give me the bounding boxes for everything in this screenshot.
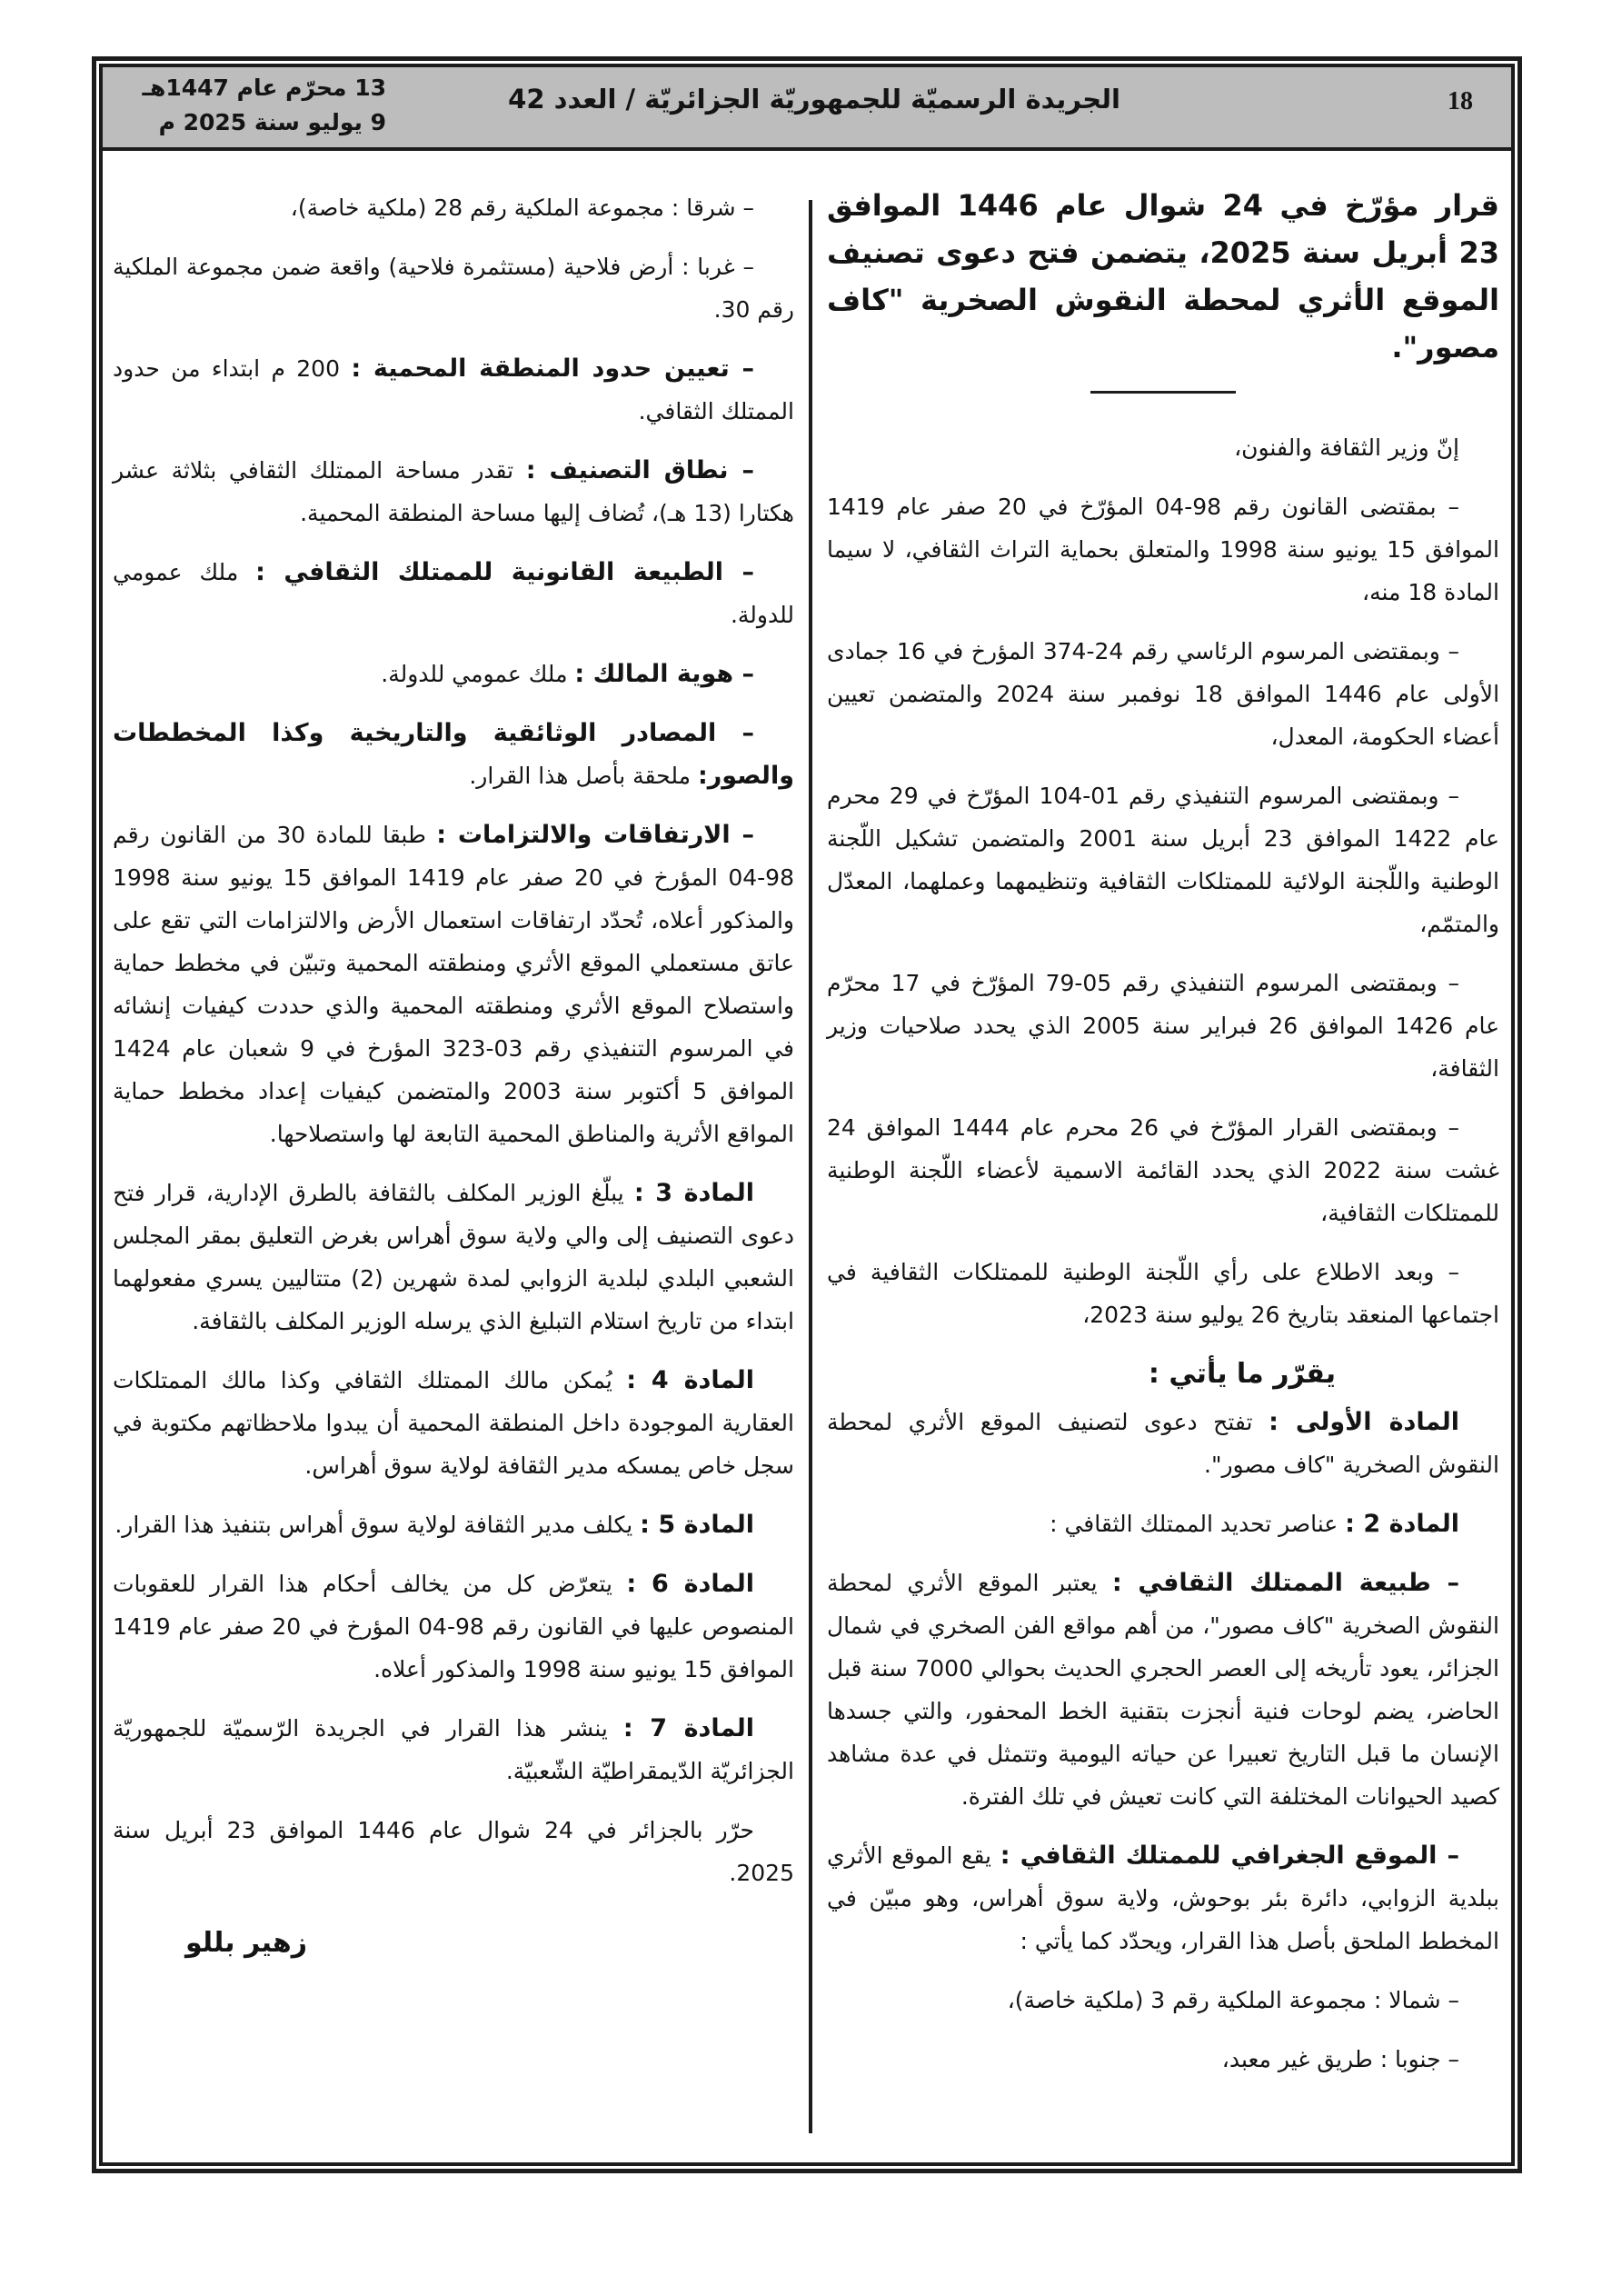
- decides-heading: يقرّر ما يأتي :: [1148, 1358, 1336, 1390]
- item-label: – الارتفاقات والالتزامات :: [436, 821, 754, 849]
- gazette-header: [103, 67, 1511, 151]
- item-text: ملك عمومي للدولة.: [381, 661, 575, 687]
- servitudes: [113, 814, 794, 1155]
- bound-north: – شمالا : مجموعة الملكية رقم 3 (ملكية خاصة)،: [1007, 1987, 1459, 2013]
- article-text: تفتح دعوى لتصنيف الموقع الأثري لمحطة النقوش الصخرية "كاف مصور".: [827, 1409, 1499, 1478]
- bound-east: – شرقا : مجموعة الملكية رقم 28 (ملكية خاصة)،: [290, 195, 754, 221]
- recital: – وبمقتضى المرسوم التنفيذي رقم 01-104 المؤرّخ في 29 محرم عام 1422 الموافق 23 أبريل سنة 2001 والمتضمن تشكيل اللّجنة الوطنية واللّجنة الولائية للممتلكات الثقافية وتنظيمهما وعملهما، المعدّل والمتمّم،: [827, 783, 1500, 937]
- item-label: – طبيعة الممتلك الثقافي :: [1111, 1569, 1459, 1597]
- legal-nature: [113, 551, 794, 636]
- article-label: المادة 5 :: [640, 1511, 754, 1539]
- article-2: [827, 1502, 1499, 1545]
- article-text: يكلف مدير الثقافة لولاية سوق أهراس بتنفيذ هذا القرار.: [114, 1512, 641, 1538]
- item-text: ملحقة بأصل هذا القرار.: [469, 763, 698, 789]
- item-text: يعتبر الموقع الأثري لمحطة النقوش الصخرية "كاف مصور"، من أهم مواقع الفن الصخري في شمال الجزائر، يعود تأريخه إلى العصر الحجري الحديث بحوالي 7000 سنة قبل الحاضر، يضم لوحات فنية أنجزت بتقنية الخط المحفور، والتي جسدها الإنسان ما قبل التاريخ تعبيرا عن حياته اليومية وتتمثل في عدة مشاهد كصيد الحيوانات المختلفة التي كانت تعيش في تلك الفترة.: [827, 1570, 1499, 1810]
- gregorian-date: 9 يوليو سنة 2025 م: [158, 109, 386, 135]
- item-text: يقع الموقع الأثري ببلدية الزوابي، دائرة بئر بوحوش، ولاية سوق أهراس، وهو مبيّن في المخطط الملحق بأصل هذا القرار، ويحدّد كما يأتي :: [827, 1842, 1499, 1954]
- signature: زهير بللو: [185, 1927, 307, 1959]
- protected-zone: [113, 347, 794, 433]
- item-text: طبقا للمادة 30 من القانون رقم 98-04 المؤرخ في 20 صفر عام 1419 الموافق 15 يونيو سنة 1998 والمذكور أعلاه، تُحدّد ارتفاقات استعمال الأرض والالتزامات التي تقع على عاتق مستعملي الموقع الأثري ومنطقته المحمية وتبيّن في مخطط حماية واستصلاح الموقع الأثري ومنطقته المحمية والذي حددت كيفيات إنشائه في المرسوم التنفيذي رقم 03-323 المؤرخ في 9 شعبان عام 1424 الموافق 5 أكتوبر سنة 2003 والمتضمن كيفيات إعداد مخطط حماية المواقع الأثرية والمناطق المحمية التابعة لها واستصلاحها.: [113, 822, 795, 1147]
- owner-identity: [113, 653, 794, 695]
- bound-south: – جنوبا : طريق غير معبد،: [1221, 2046, 1459, 2072]
- recital: – وبعد الاطلاع على رأي اللّجنة الوطنية للممتلكات الثقافية في اجتماعها المنعقد بتاريخ 26 يوليو سنة 2023،: [827, 1259, 1499, 1328]
- title-separator: [1090, 391, 1236, 394]
- article-7: [113, 1707, 794, 1792]
- geographic-location: [827, 1834, 1499, 1962]
- item-text: 200 م ابتداء من حدود الممتلك الثقافي.: [113, 355, 794, 424]
- hijri-date: 13 محرّم عام 1447هـ: [142, 75, 386, 101]
- documentary-sources: [113, 712, 794, 797]
- item-label: – تعيين حدود المنطقة المحمية :: [351, 354, 754, 383]
- recital: – بمقتضى القانون رقم 98-04 المؤرّخ في 20 صفر عام 1419 الموافق 15 يونيو سنة 1998 والمتعلق بحماية التراث الثقافي، لا سيما المادة 18 منه،: [827, 494, 1499, 605]
- article-4: [113, 1359, 794, 1487]
- article-text: عناصر تحديد الممتلك الثقافي :: [1050, 1511, 1346, 1537]
- recital: – وبمقتضى القرار المؤرّخ في 26 محرم عام 1444 الموافق 24 غشت سنة 2022 الذي يحدد القائمة الاسمية لأعضاء اللّجنة الوطنية للممتلكات الثقافية،: [827, 1114, 1499, 1226]
- gazette-title: الجريدة الرسميّة للجمهوريّة الجزائريّة / العدد 42: [508, 84, 1120, 115]
- item-label: – هوية المالك :: [574, 660, 754, 688]
- article-1: [827, 1401, 1499, 1486]
- article-6: [113, 1562, 794, 1691]
- property-nature: [827, 1562, 1499, 1818]
- recital: – وبمقتضى المرسوم الرئاسي رقم 24-374 المؤرخ في 16 جمادى الأولى عام 1446 الموافق 18 نوفمبر سنة 2024 والمتضمن تعيين أعضاء الحكومة، المعدل،: [827, 638, 1500, 750]
- item-label: – نطاق التصنيف :: [525, 456, 754, 484]
- article-3: [113, 1172, 794, 1343]
- opening-line: إنّ وزير الثقافة والفنون،: [1234, 434, 1459, 461]
- article-label: المادة 3 :: [633, 1179, 755, 1207]
- article-label: المادة 2 :: [1345, 1510, 1459, 1538]
- issue-date: [114, 71, 386, 140]
- item-text: تقدر مساحة الممتلك الثقافي بثلاثة عشر هكتارا (13 هـ)، تُضاف إليها مساحة المنطقة المحمية.: [113, 457, 794, 526]
- article-text: يُمكن مالك الممتلك الثقافي وكذا مالك الممتلكات العقارية الموجودة داخل المنطقة المحمية أن يبدوا ملاحظاتهم مكتوبة في سجل خاص يمسكه مدير الثقافة لولاية سوق أهراس.: [113, 1367, 794, 1479]
- article-text: يتعرّض كل من يخالف أحكام هذا القرار للعقوبات المنصوص عليها في القانون رقم 98-04 المؤرخ في 20 صفر عام 1419 الموافق 15 يونيو سنة 1998 والمذكور أعلاه.: [113, 1571, 794, 1682]
- right-column: [827, 182, 1499, 2097]
- classification-scope: [113, 449, 794, 534]
- article-label: المادة 6 :: [626, 1570, 755, 1598]
- bound-west: – غربا : أرض فلاحية (مستثمرة فلاحية) واقعة ضمن مجموعة الملكية رقم 30.: [113, 254, 794, 323]
- article-label: المادة الأولى :: [1269, 1408, 1460, 1436]
- page-number: 18: [1448, 87, 1473, 115]
- decree-title: قرار مؤرّخ في 24 شوال عام 1446 الموافق 23 أبريل سنة 2025، يتضمن فتح دعوى تصنيف الموقع الأثري لمحطة النقوش الصخرية "كاف مصور".: [827, 188, 1500, 364]
- item-label: – المصادر الوثائقية والتاريخية وكذا المخططات والصور:: [113, 719, 794, 790]
- item-label: – الطبيعة القانونية للممتلك الثقافي :: [255, 558, 754, 586]
- column-divider: [809, 200, 812, 2133]
- left-column: [113, 186, 794, 1992]
- article-text: يبلّغ الوزير المكلف بالثقافة بالطرق الإدارية، قرار فتح دعوى التصنيف إلى والي ولاية سوق أهراس بغرض التعليق بمقر المجلس الشعبي البلدي لبلدية الزوابي لمدة شهرين (2) متتاليين يسري مفعولهما ابتداء من تاريخ استلام التبليغ الذي يرسله الوزير المكلف بالثقافة.: [113, 1180, 794, 1334]
- item-text: ملك عمومي للدولة.: [113, 559, 794, 628]
- article-text: ينشر هذا القرار في الجريدة الرّسميّة للجمهوريّة الجزائريّة الدّيمقراطيّة الشّعبيّة.: [113, 1715, 794, 1784]
- recital: – وبمقتضى المرسوم التنفيذي رقم 05-79 المؤرّخ في 17 محرّم عام 1426 الموافق 26 فبراير سنة 2005 الذي يحدد صلاحيات وزير الثقافة،: [827, 970, 1499, 1082]
- done-at: حرّر بالجزائر في 24 شوال عام 1446 الموافق 23 أبريل سنة 2025.: [113, 1817, 794, 1886]
- article-5: [113, 1503, 794, 1546]
- item-label: – الموقع الجغرافي للممتلك الثقافي :: [1000, 1842, 1459, 1870]
- article-label: المادة 4 :: [626, 1366, 755, 1394]
- article-label: المادة 7 :: [622, 1714, 755, 1742]
